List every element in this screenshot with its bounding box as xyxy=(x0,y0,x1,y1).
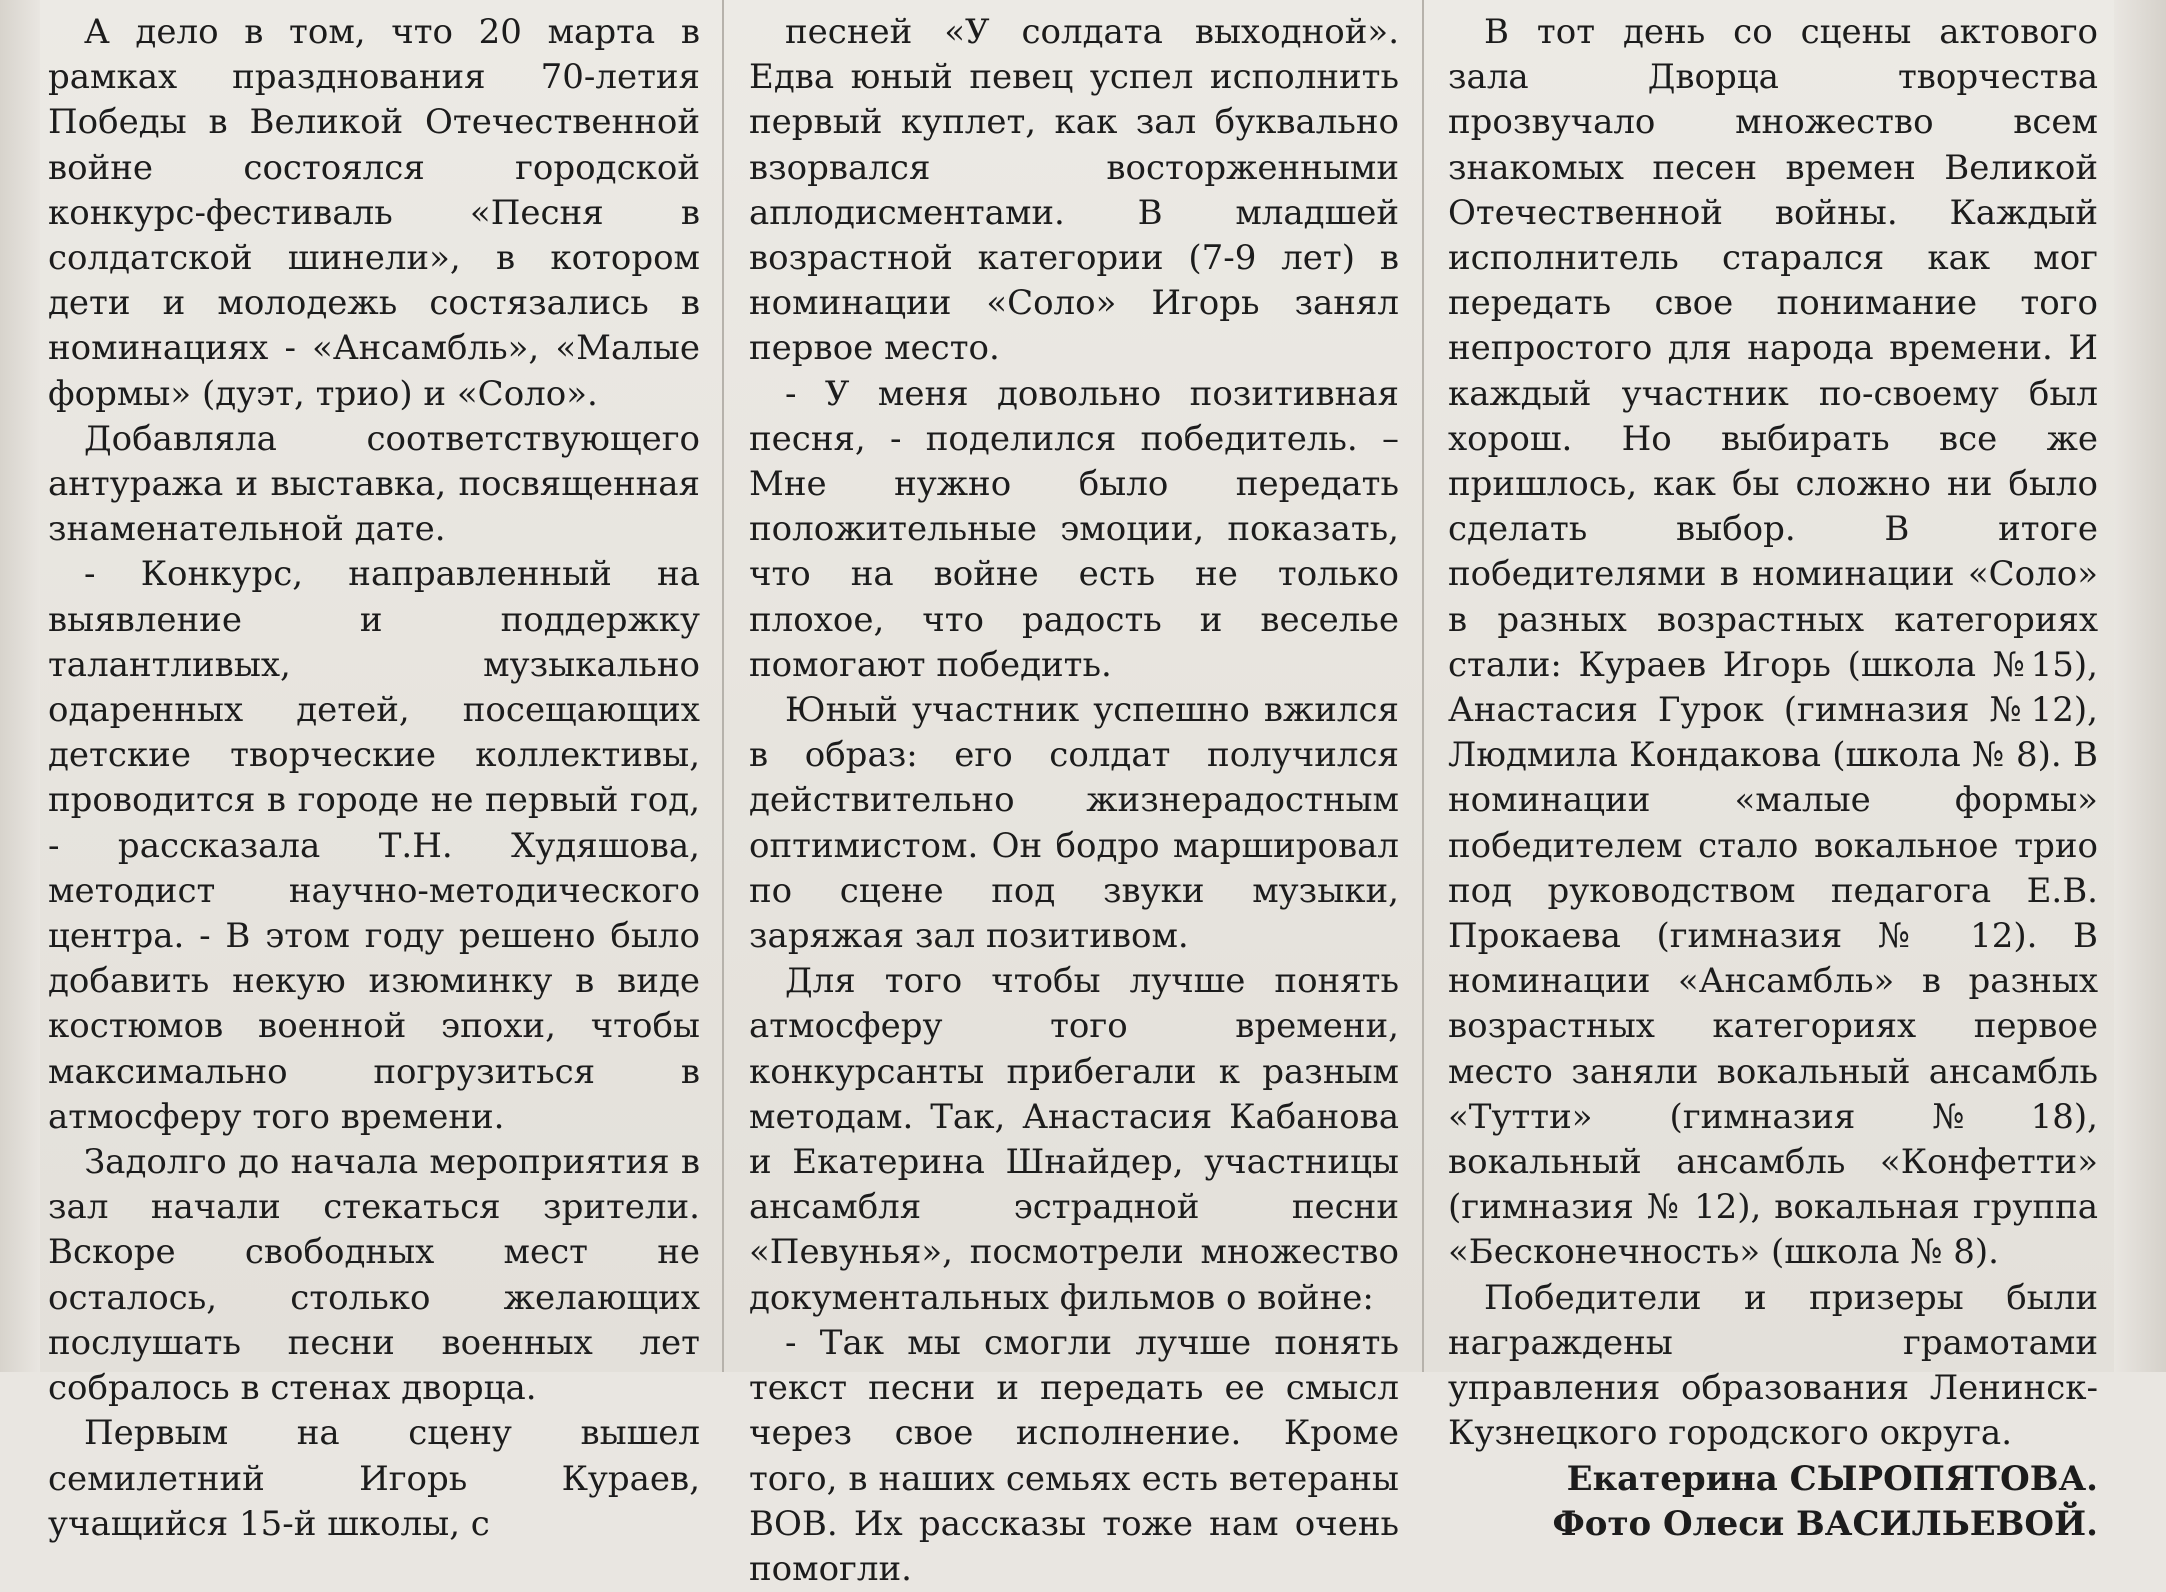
article-column-3 xyxy=(1448,10,2098,1547)
article-column-2 xyxy=(749,10,1399,1592)
paragraph: - У меня довольно позитивная песня, - поделился победитель. – Мне нужно было передать положительные эмоции, показать, что на войне есть не только плохое, что радость и веселье помогают победить. xyxy=(749,373,1399,685)
photo-credit: Фото Олеси ВАСИЛЬЕВОЙ. xyxy=(1552,1503,2098,1544)
paragraph: песней «У солдата выходной». Едва юный певец успел исполнить первый куплет, как зал буквально взорвался восторженными аплодисментами. В младшей возрастной категории (7-9 лет) в номинации «Соло» Игорь занял первое место. xyxy=(749,12,1399,369)
paragraph: Для того чтобы лучше понять атмосферу того времени, конкурсанты прибегали к разным методам. Так, Анастасия Кабанова и Екатерина Шнайдер, участницы ансамбля эстрадной песни «Певунья», посмотрели множество документальных фильмов о войне: xyxy=(749,961,1399,1318)
paragraph: Добавляла соответствующего антуража и выставка, посвященная знаменательной дате. xyxy=(48,418,700,550)
right-page-edge xyxy=(2114,0,2166,1372)
article-column-1 xyxy=(48,10,700,1547)
paragraph: Юный участник успешно вжился в образ: его солдат получился действительно жизнерадостным оптимистом. Он бодро маршировал по сцене под звуки музыки, заряжая зал позитивом. xyxy=(749,690,1399,957)
paragraph: - Так мы смогли лучше понять текст песни и передать ее смысл через свое исполнение. Кроме того, в наших семьях есть ветераны ВОВ. Их рассказы тоже нам очень помогли. xyxy=(749,1322,1399,1589)
paragraph: Задолго до начала мероприятия в зал начали стекаться зрители. Вскоре свободных мест не осталось, столько желающих послушать песни военных лет собралось в стенах дворца. xyxy=(48,1142,700,1409)
paragraph: Первым на сцену вышел семилетний Игорь Кураев, учащийся 15-й школы, с xyxy=(48,1413,700,1544)
left-page-edge xyxy=(0,0,40,1372)
column-divider xyxy=(1422,0,1424,1372)
paragraph: - Конкурс, направленный на выявление и поддержку талантливых, музыкально одаренных детей, посещающих детские творческие коллективы, проводится в городе не первый год, - рассказала Т.Н. Худяшова, методист научно-методического центра. - В этом году решено было добавить некую изюминку в виде костюмов военной эпохи, чтобы максимально погрузиться в атмосферу того времени. xyxy=(48,554,700,1137)
paragraph: Победители и призеры были награждены грамотами управления образования Ленинск-Кузнецкого городского округа. xyxy=(1448,1277,2098,1454)
paragraph: А дело в том, что 20 марта в рамках празднования 70-летия Победы в Великой Отечественной войне состоялся городской конкурс-фестиваль «Песня в солдатской шинели», в котором дети и молодежь состязались в номинациях - «Ансамбль», «Малые формы» (дуэт, трио) и «Соло». xyxy=(48,12,700,414)
author-signature: Екатерина СЫРОПЯТОВА. xyxy=(1566,1458,2098,1499)
paragraph: В тот день со сцены актового зала Дворца творчества прозвучало множество всем знакомых песен времен Великой Отечественной войны. Каждый исполнитель старался как мог передать свое понимание того непростого для народа времени. И каждый участник по-своему был хорош. Но выбирать все же пришлось, как бы сложно ни было сделать выбор. В итоге победителями в номинации «Соло» в разных возрастных категориях стали: Кураев Игорь (школа №15), Анастасия Гурок (гимназия №12), Людмила Кондакова (школа № 8). В номинации «малые формы» победителем стало вокальное трио под руководством педагога Е.В. Прокаева (гимназия № 12). В номинации «Ансамбль» в разных возрастных категориях первое место заняли вокальный ансамбль «Тутти» (гимназия №18), вокальный ансамбль «Конфетти» (гимназия № 12), вокальная группа «Бесконечность» (школа № 8). xyxy=(1448,12,2098,1273)
column-divider xyxy=(722,0,724,1372)
